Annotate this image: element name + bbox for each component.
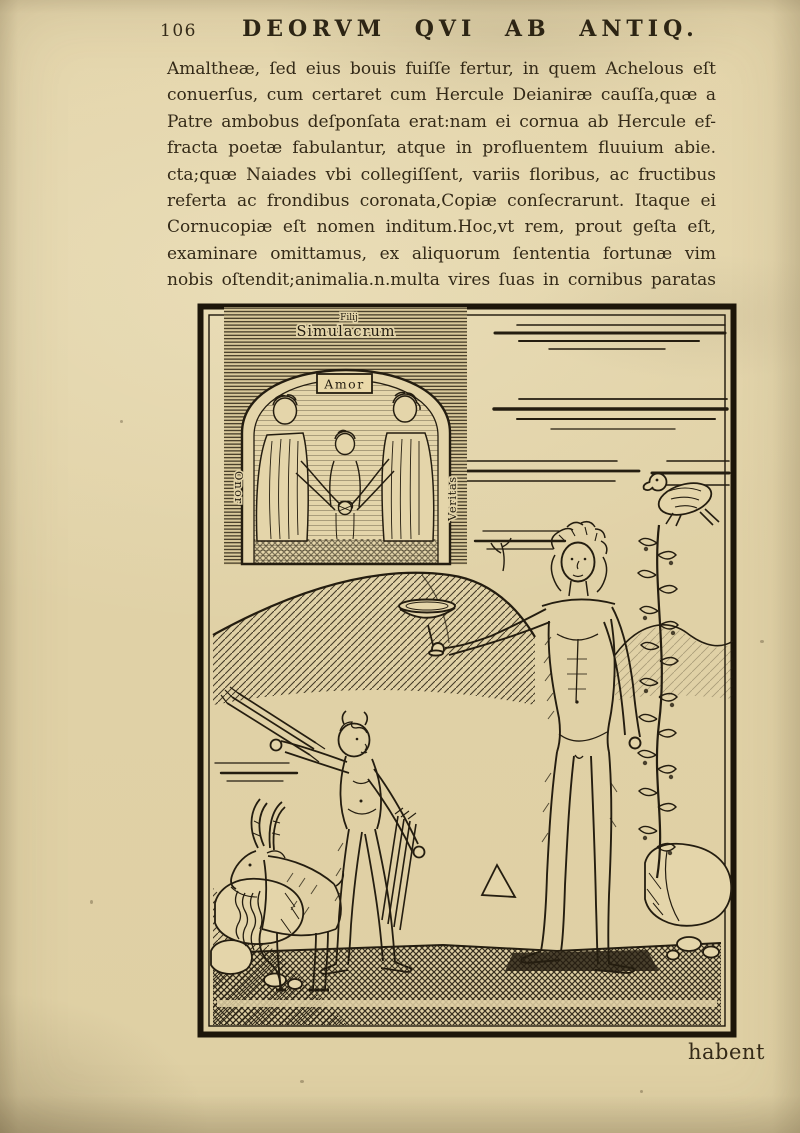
woodcut-illustration bbox=[197, 303, 737, 1038]
amor-tablet bbox=[317, 374, 372, 393]
body-text bbox=[167, 56, 716, 294]
body-line: cta;quæ Naiades vbi collegiſſent, variis floribus, ac fructibus bbox=[167, 164, 716, 185]
emblem-top-word: Filij bbox=[340, 313, 358, 323]
body-line: Amaltheæ, ſed eius bouis fuiſſe fertur, in quem Achelous eſt bbox=[167, 59, 716, 79]
paper-speck bbox=[120, 420, 123, 423]
body-line: referta ac frondibus coronata,Copiæ conſecrarunt. Itaque ei bbox=[167, 190, 716, 211]
bird bbox=[644, 474, 719, 527]
body-line: conuerſus, cum certaret cum Hercule Deianiræ cauſſa,quæ a bbox=[167, 85, 716, 106]
body-line: fracta poetæ fabulantur, atque in profluentem fluuium abie. bbox=[167, 138, 716, 159]
running-header: DEORVM QVI AB ANTIQ. bbox=[242, 16, 699, 42]
emblem-title: Simulacrum bbox=[296, 324, 396, 340]
body-line: Patre ambobus deſponſata erat:nam ei cornua ab Hercule ef- bbox=[167, 111, 716, 132]
veritas-label: Veritas bbox=[445, 476, 459, 521]
amor-label: Amor bbox=[324, 376, 365, 392]
paper-speck bbox=[640, 1090, 643, 1093]
page-number: 106 bbox=[160, 21, 197, 41]
paper-speck bbox=[760, 640, 764, 643]
body-line: examinare omittamus, ex aliquorum ſententia fortunæ vim bbox=[167, 243, 716, 264]
emblem-inset bbox=[224, 307, 467, 565]
paper-speck bbox=[90, 900, 93, 904]
paper-speck bbox=[300, 1080, 304, 1083]
hill-left bbox=[213, 573, 535, 705]
plant bbox=[638, 525, 678, 878]
body-line: Cornucopiæ eſt nomen inditum.Hoc,vt rem, prout geſta eſt, bbox=[167, 217, 716, 238]
hill-sprig bbox=[491, 538, 511, 571]
body-line: nobis oſtendit;animalia.n.multa vires ſuas in cornibus paratas bbox=[167, 270, 716, 291]
catchword: habent bbox=[688, 1040, 765, 1064]
honor-label: Onor bbox=[232, 471, 246, 505]
